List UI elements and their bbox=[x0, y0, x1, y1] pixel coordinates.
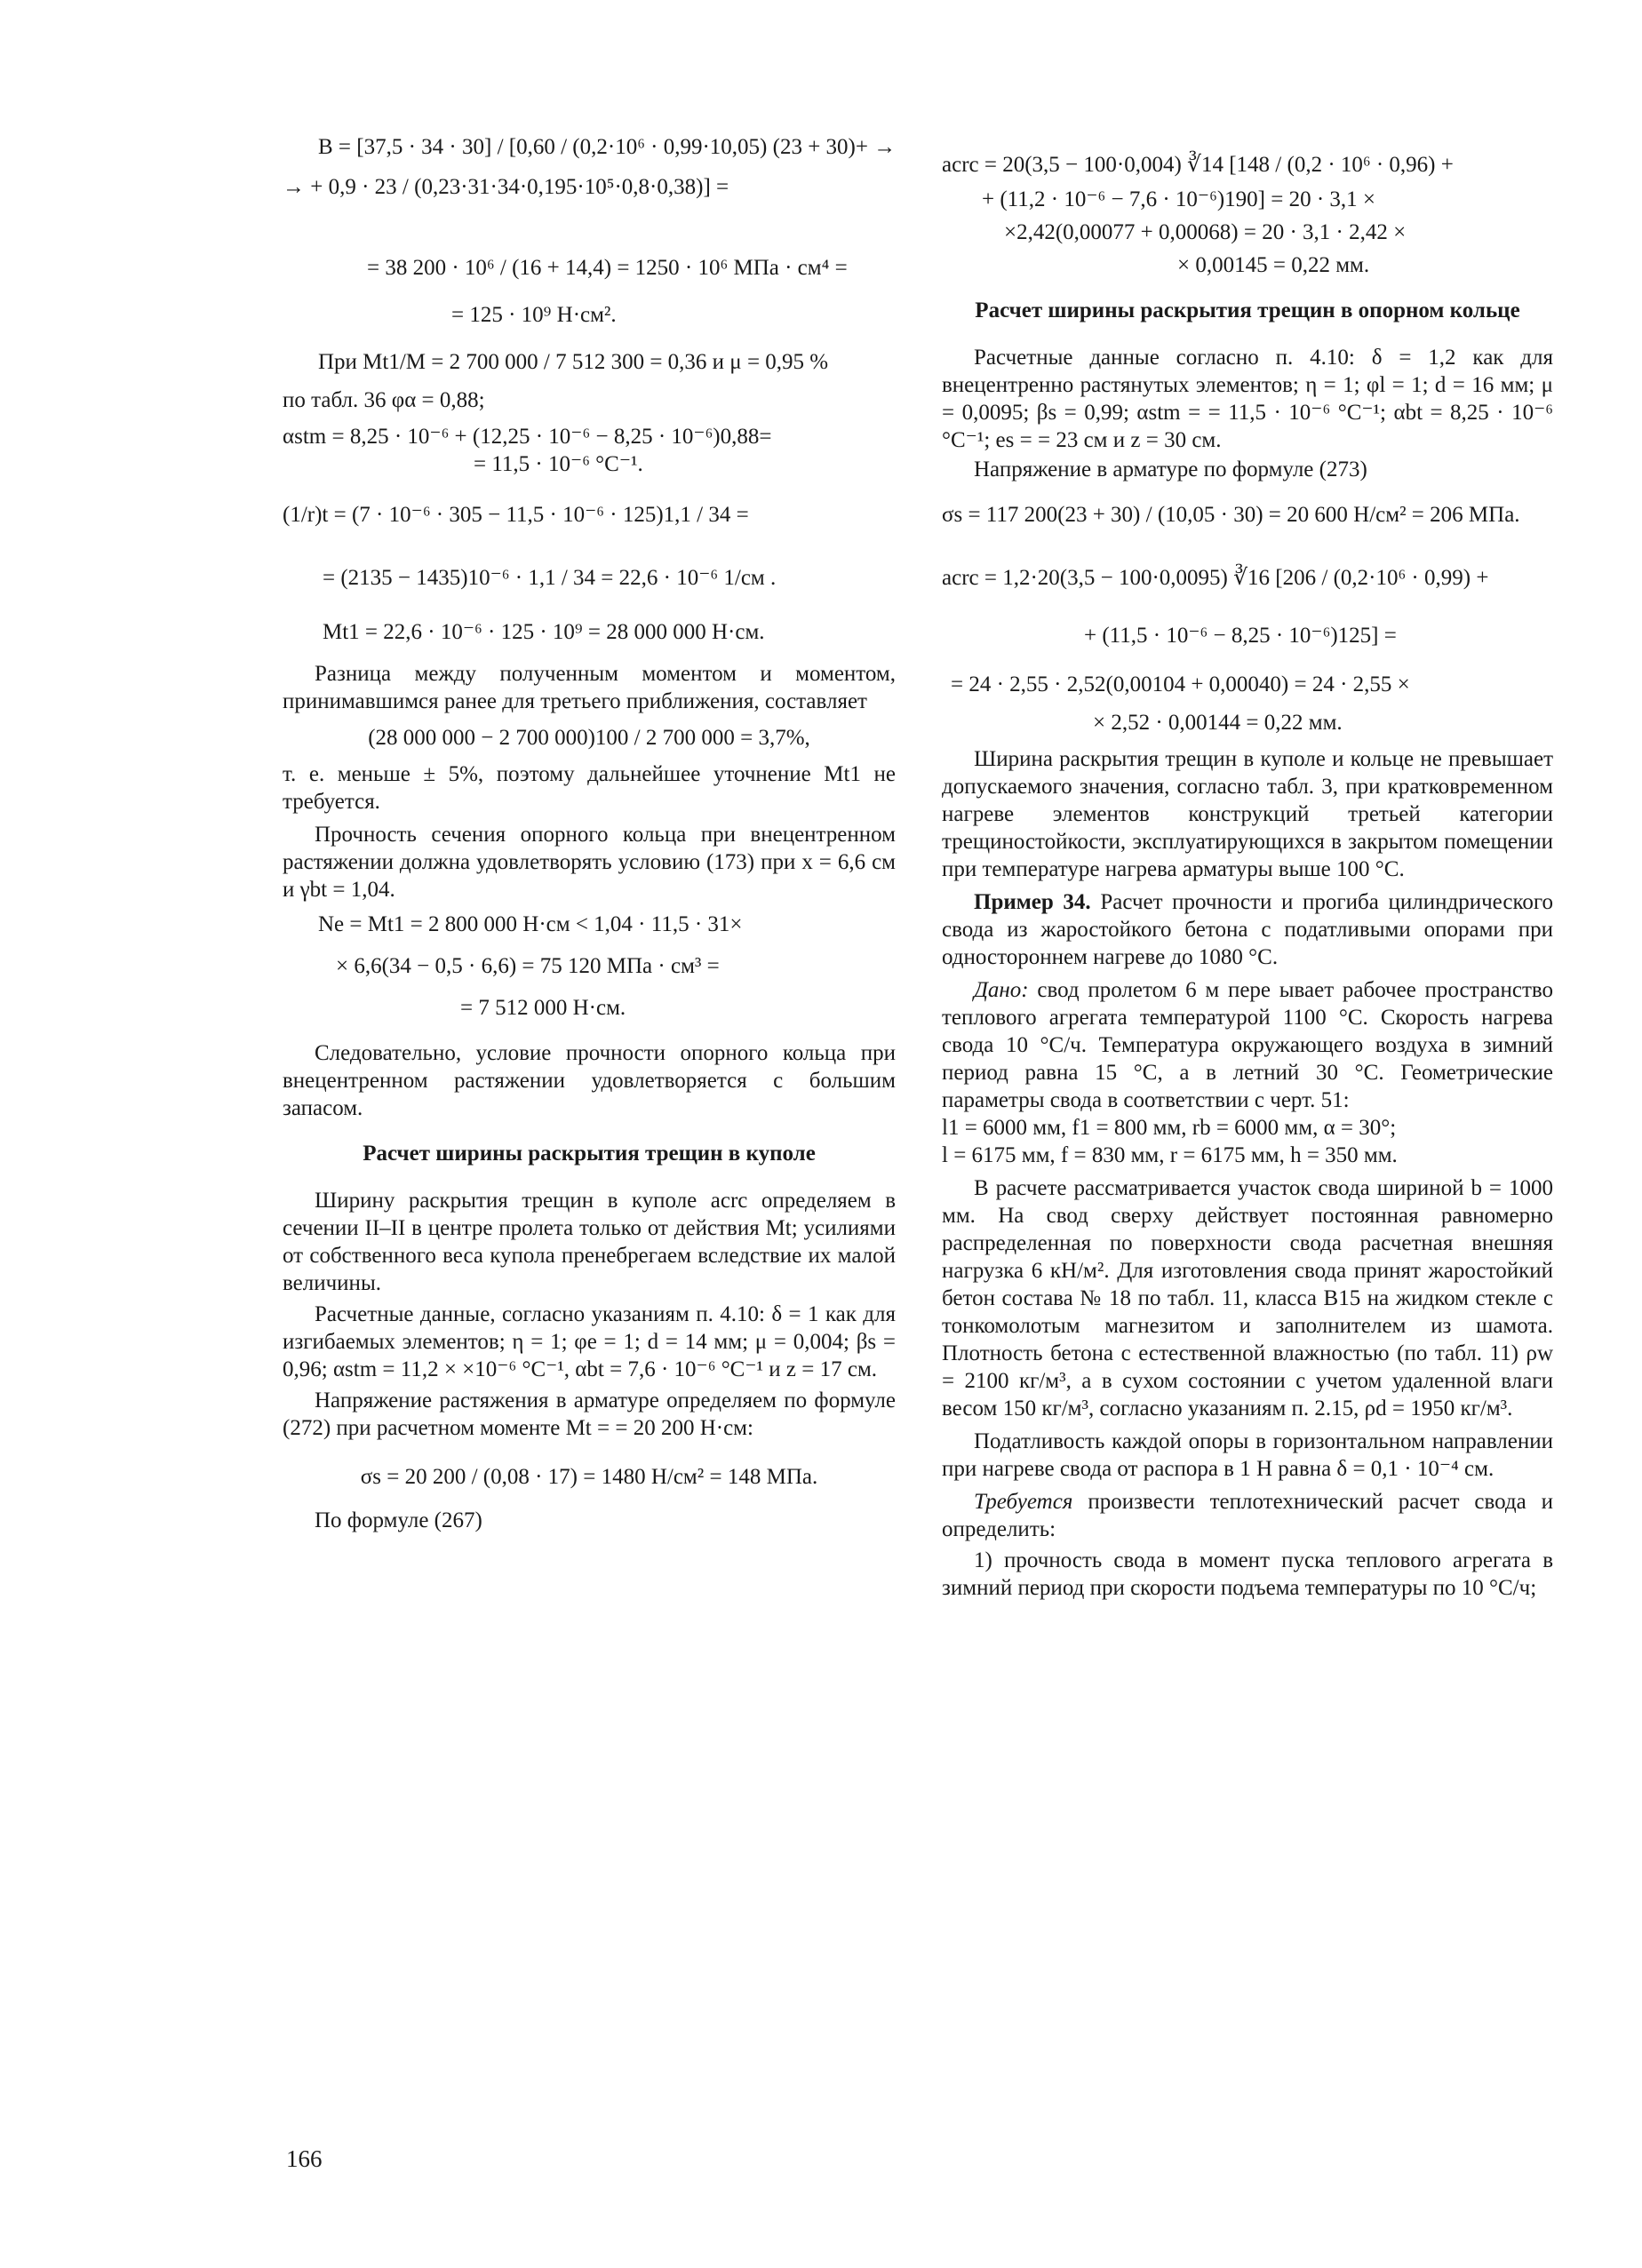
paragraph-formula-ref: По формуле (267) bbox=[315, 1508, 482, 1532]
equation-astm-2: = 11,5 · 10⁻⁶ °C⁻¹. bbox=[474, 452, 643, 476]
equation-astm-1: αstm = 8,25 · 10⁻⁶ + (12,25 · 10⁻⁶ − 8,25 · 10⁻⁶)0,88= bbox=[283, 425, 772, 449]
paragraph-given bbox=[942, 976, 1553, 1114]
given-text: свод пролетом 6 м пере ывает рабочее пространство теплового агрегата температурой 1100 °C. Скорость нагрева свода 10 °C/ч. Температура окружающего воздуха в зимний период равна 15 °C, а в летний 30 °C. Геометрические параметры свода в соответствии с черт. 51: bbox=[942, 978, 1554, 1112]
equation-phi: по табл. 36 φα = 0,88; bbox=[283, 388, 485, 412]
paragraph-ring-2: Напряжение в арматуре по формуле (273) bbox=[974, 458, 1367, 481]
equation-B-2: → + 0,9 · 23 / (0,23·31·34·0,195·10⁵·0,8·0,38)] = bbox=[283, 175, 729, 199]
example-label: Пример 34. bbox=[974, 890, 1091, 914]
paragraph-dome-1: Ширину раскрытия трещин в куполе acrc определяем в сечении II–II в центре пролета только от действия Mt; усилиями от собственного веса купола пренебрегаем вследствие их малой величины. bbox=[283, 1189, 896, 1295]
paragraph-difference: Разница между полученным моментом и моментом, принимавшимся ранее для третьего приближения, составляет bbox=[283, 662, 896, 713]
equation-ratio: При Mt1/M = 2 700 000 / 7 512 300 = 0,36 и μ = 0,95 % bbox=[318, 350, 829, 374]
required-label: Требуется bbox=[974, 1490, 1073, 1514]
equation-acrc-3: ×2,42(0,00077 + 0,00068) = 20 · 3,1 · 2,42 × bbox=[1004, 220, 1407, 244]
equation-curvature-1: (1/r)t = (7 · 10⁻⁶ · 305 − 11,5 · 10⁻⁶ · 125)1,1 / 34 = bbox=[283, 503, 749, 527]
geometry-line-1: l1 = 6000 мм, f1 = 800 мм, rb = 6000 мм, α = 30°; bbox=[942, 1116, 1397, 1140]
equation-Ne-1: Ne = Mt1 = 2 800 000 Н·см < 1,04 · 11,5 · 31× bbox=[318, 912, 743, 936]
equation-acrc-2: + (11,2 · 10⁻⁶ − 7,6 · 10⁻⁶)190] = 20 · 3,1 × bbox=[982, 187, 1375, 211]
paragraph-section: В расчете рассматривается участок свода шириной b = 1000 мм. На свод сверху действует постоянная равномерно распределенная по поверхности свода расчетная внешняя нагрузка 6 кН/м². Для изготовления свода принят жаростойкий бетон состава № 18 по табл. 11, класса В15 на жидком стекле с тонкомолотым магнезитом и заполнителем из шамота. Плотность бетона с естественной влажностью (по табл. 11) ρw = 2100 кг/м³, а в сухом состоянии с учетом удаленной влаги весом 150 кг/м³, согласно указаниям п. 2.15, ρd = 1950 кг/м³. bbox=[942, 1176, 1553, 1420]
geometry-line-2: l = 6175 мм, f = 830 мм, r = 6175 мм, h = 350 мм. bbox=[942, 1143, 1398, 1167]
equation-B-3: = 38 200 · 10⁶ / (16 + 14,4) = 1250 · 10⁶ МПа · см⁴ = bbox=[367, 256, 848, 280]
page-number: 166 bbox=[286, 2145, 323, 2172]
paragraph-required bbox=[942, 1488, 1553, 1543]
heading-dome: Расчет ширины раскрытия трещин в куполе bbox=[363, 1142, 816, 1166]
right-column bbox=[942, 133, 1553, 1602]
heading-ring: Расчет ширины раскрытия трещин в опорном кольце bbox=[975, 298, 1520, 322]
equation-B-1: B = [37,5 · 34 · 30] / [0,60 / (0,2·10⁶ · 0,99·10,05) (23 + 30)+ → bbox=[318, 135, 897, 159]
left-column bbox=[283, 133, 896, 1534]
equation-acrc-4: × 0,00145 = 0,22 мм. bbox=[1177, 253, 1370, 277]
given-label: Дано: bbox=[974, 978, 1029, 1002]
example-text: Расчет прочности и прогиба цилиндрического свода из жаростойкого бетона с податливыми опорами при одностороннем нагреве до 1080 °C. bbox=[942, 890, 1554, 969]
equation-acrc2-1: acrc = 1,2·20(3,5 − 100·0,0095) ∛16 [206 / (0,2·10⁶ · 0,99) + bbox=[942, 566, 1489, 590]
equation-Mt1: Mt1 = 22,6 · 10⁻⁶ · 125 · 10⁹ = 28 000 000 Н·см. bbox=[323, 620, 765, 644]
equation-Ne-2: × 6,6(34 − 0,5 · 6,6) = 75 120 МПа · см³ = bbox=[336, 954, 720, 978]
paragraph-width: Ширина раскрытия трещин в куполе и кольце не превышает допускаемого значения, согласно табл. 3, при кратковременном нагреве элементов конструкций третьей категории трещиностойкости, эксплуатирующихся в закрытом помещении при температуре нагрева арматуры выше 100 °C. bbox=[942, 747, 1553, 881]
equation-sigma-dome: σs = 20 200 / (0,08 · 17) = 1480 Н/см² = 148 МПа. bbox=[360, 1465, 818, 1489]
equation-curvature-2: = (2135 − 1435)10⁻⁶ · 1,1 / 34 = 22,6 · 10⁻⁶ 1/см . bbox=[323, 566, 777, 590]
paragraph-strength: Прочность сечения опорного кольца при внецентренном растяжении должна удовлетворять условию (173) при x = 6,6 см и γbt = 1,04. bbox=[283, 823, 896, 902]
paragraph-dome-2: Расчетные данные, согласно указаниям п. 4.10: δ = 1 как для изгибаемых элементов; η = 1; φe = 1; d = 14 мм; μ = 0,004; βs = 0,96; αstm = 11,2 × ×10⁻⁶ °C⁻¹, αbt = 7,6 · 10⁻⁶ °C⁻¹ и z = 17 см. bbox=[283, 1302, 896, 1381]
paragraph-item-1: 1) прочность свода в момент пуска теплового агрегата в зимний период при скорости подъема температуры по 10 °C/ч; bbox=[942, 1548, 1553, 1600]
paragraph-consequently: Следовательно, условие прочности опорного кольца при внецентренном растяжении удовлетворяется с большим запасом. bbox=[283, 1041, 896, 1120]
paragraph-ring-1: Расчетные данные согласно п. 4.10: δ = 1,2 как для внецентренно растянутых элементов; η = 1; φl = 1; d = 16 мм; μ = 0,0095; βs = 0,99; αstm = = 11,5 · 10⁻⁶ °C⁻¹; αbt = 8,25 · 10⁻⁶ °C⁻¹; es = = 23 см и z = 30 см. bbox=[942, 346, 1553, 452]
equation-acrc2-4: × 2,52 · 0,00144 = 0,22 мм. bbox=[1093, 711, 1343, 735]
equation-sigma-ring: σs = 117 200(23 + 30) / (10,05 · 30) = 20 600 Н/см² = 206 МПа. bbox=[942, 503, 1520, 527]
equation-B-4: = 125 · 10⁹ Н·см². bbox=[451, 303, 617, 327]
paragraph-less: т. е. меньше ± 5%, поэтому дальнейшее уточнение Mt1 не требуется. bbox=[283, 762, 896, 814]
equation-acrc-1: acrc = 20(3,5 − 100·0,004) ∛14 [148 / (0,2 · 10⁶ · 0,96) + bbox=[942, 153, 1454, 177]
equation-acrc2-3: = 24 · 2,55 · 2,52(0,00104 + 0,00040) = 24 · 2,55 × bbox=[951, 672, 1410, 696]
required-text: произвести теплотехнический расчет свода и определить: bbox=[942, 1490, 1553, 1541]
paragraph-dome-3: Напряжение растяжения в арматуре определяем по формуле (272) при расчетном моменте Mt = = 20 200 Н·см: bbox=[283, 1389, 896, 1440]
equation-acrc2-2: + (11,5 · 10⁻⁶ − 8,25 · 10⁻⁶)125] = bbox=[1084, 624, 1397, 648]
equation-difference: (28 000 000 − 2 700 000)100 / 2 700 000 = 3,7%, bbox=[368, 726, 810, 750]
paragraph-support: Податливость каждой опоры в горизонтальном направлении при нагреве свода от распора в 1 Н равна δ = 0,1 · 10⁻⁴ см. bbox=[942, 1429, 1553, 1481]
equation-Ne-3: = 7 512 000 Н·см. bbox=[460, 996, 626, 1020]
paragraph-example bbox=[942, 888, 1553, 971]
